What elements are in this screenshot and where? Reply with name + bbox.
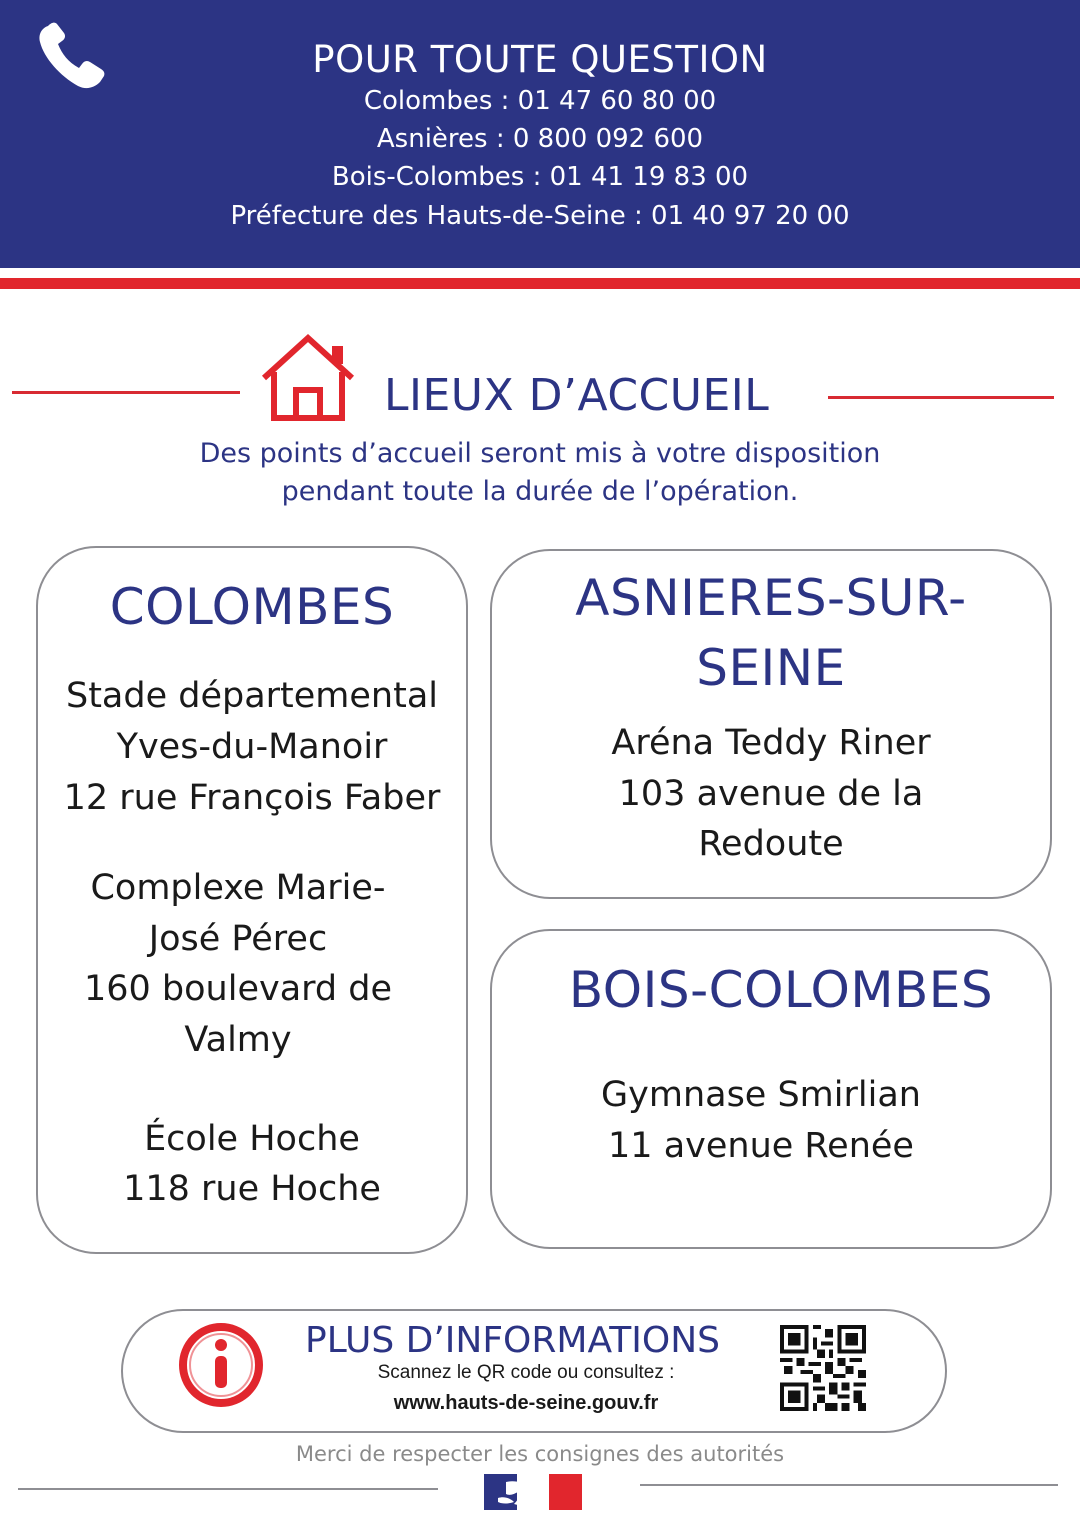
venue-line: Stade départemental [65, 676, 439, 716]
red-divider-band [0, 278, 1080, 289]
card-colombes [36, 546, 468, 1254]
card-title: COLOMBES [109, 578, 395, 636]
footer-note: Merci de respecter les consignes des autorités [295, 1442, 785, 1466]
phone-line-bois-colombes: Bois-Colombes : 01 41 19 83 00 [331, 162, 749, 192]
venue-line: Gymnase Smirlian [601, 1075, 921, 1115]
info-icon [176, 1320, 266, 1410]
card-bois-colombes [490, 929, 1052, 1249]
address-line: 103 avenue de la [618, 774, 924, 814]
qr-code-icon[interactable] [780, 1325, 866, 1411]
address-line: 11 avenue Renée [608, 1126, 914, 1166]
address-line: Valmy [184, 1020, 292, 1060]
card-asnieres-sur-seine [490, 549, 1052, 899]
info-title: PLUS D’INFORMATIONS [305, 1320, 721, 1361]
section-intro-line-1: Des points d’accueil seront mis à votre disposition [199, 438, 881, 469]
header-title: POUR TOUTE QUESTION [312, 38, 768, 81]
card-title: SEINE [696, 639, 846, 697]
venue-line: Yves-du-Manoir [116, 727, 388, 767]
venue-line: École Hoche [144, 1119, 360, 1159]
address-line: Redoute [698, 824, 844, 864]
address-line: 160 boulevard de [83, 969, 393, 1009]
contact-header [0, 0, 1080, 268]
section-divider-left [12, 391, 240, 394]
marianne-logo [484, 1474, 582, 1510]
footer-divider-left [18, 1488, 438, 1490]
phone-line-asnieres: Asnières : 0 800 092 600 [376, 124, 704, 154]
phone-line-colombes: Colombes : 01 47 60 80 00 [363, 86, 717, 116]
card-title: ASNIERES-SUR- [575, 569, 967, 627]
website-link[interactable]: www.hauts-de-seine.gouv.fr [393, 1392, 659, 1414]
house-icon [258, 332, 358, 422]
address-line: 12 rue François Faber [63, 778, 441, 818]
card-title: BOIS-COLOMBES [568, 961, 994, 1019]
venue-line: José Pérec [148, 919, 328, 959]
address-line: 118 rue Hoche [123, 1169, 381, 1209]
venue-line: Aréna Teddy Riner [611, 723, 931, 763]
section-divider-right [828, 396, 1054, 399]
info-scan-text: Scannez le QR code ou consultez : [377, 1362, 675, 1383]
venue-line: Complexe Marie- [90, 868, 386, 908]
phone-line-prefecture: Préfecture des Hauts-de-Seine : 01 40 97 20 00 [230, 201, 850, 231]
section-intro-line-2: pendant toute la durée de l’opération. [281, 476, 799, 507]
section-title: LIEUX D’ACCUEIL [384, 370, 770, 421]
footer-divider-right [640, 1484, 1058, 1486]
